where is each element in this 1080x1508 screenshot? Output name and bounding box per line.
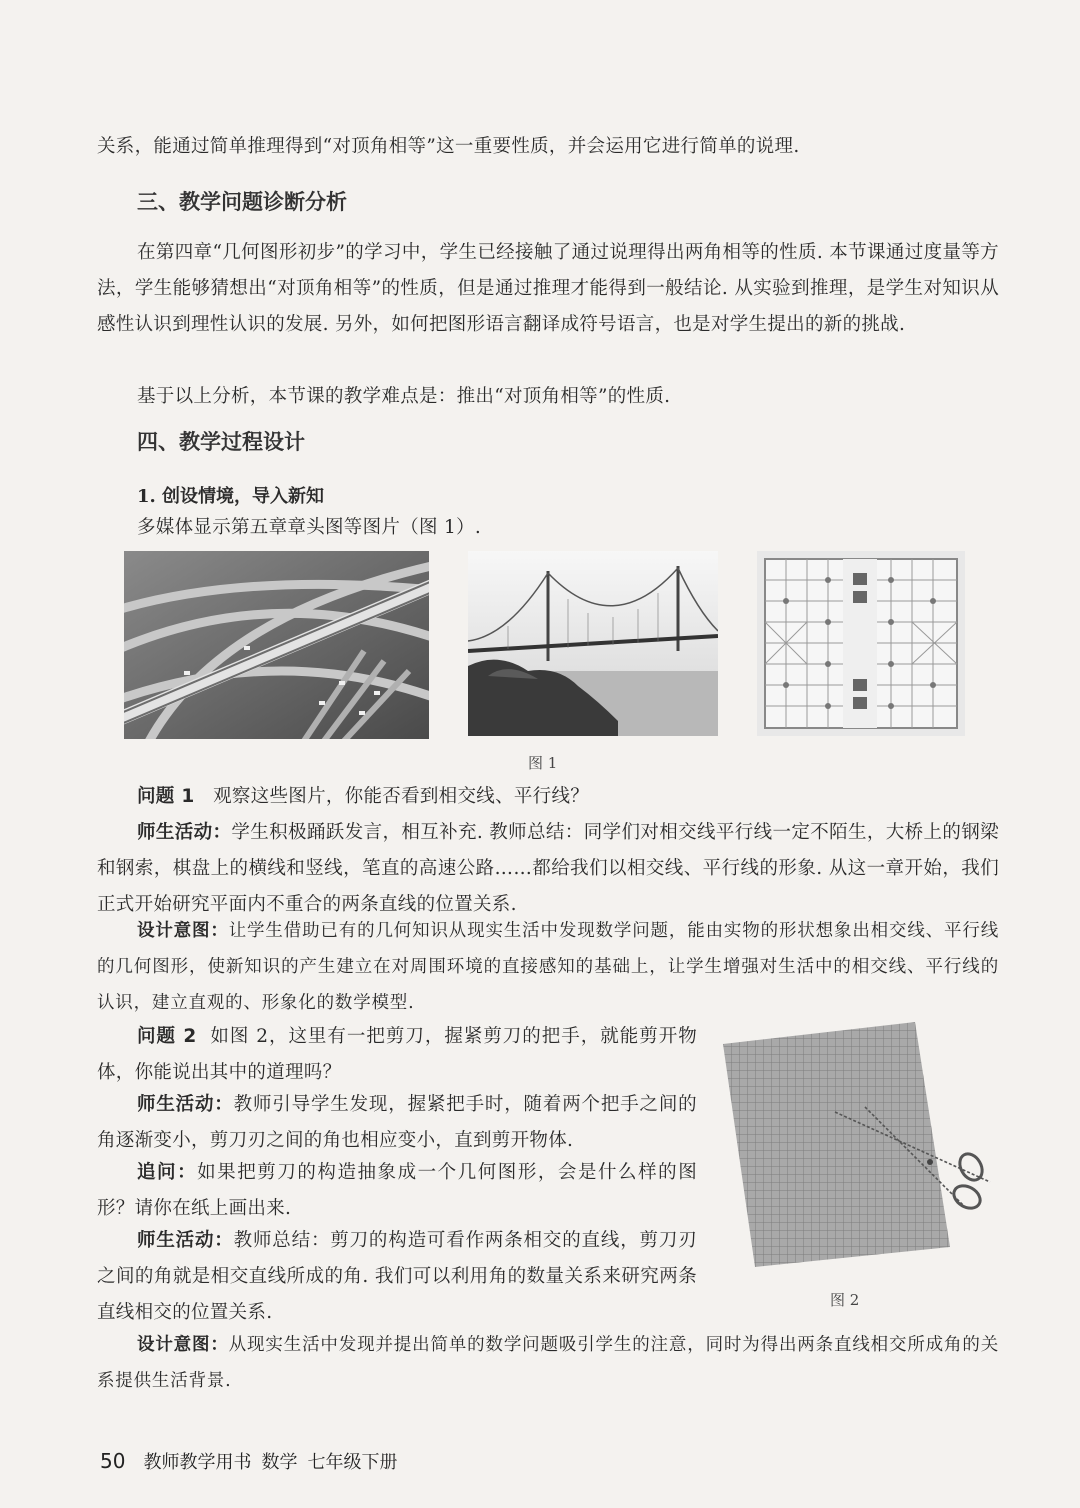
follow-up-text: 如果把剪刀的构造抽象成一个几何图形，会是什么样的图形？请你在纸上画出来.: [97, 1162, 697, 1219]
activity-1-text: 学生积极踊跃发言，相互补充. 教师总结：同学们对相交线平行线一定不陌生，大桥上的钢梁和钢索，棋盘上的横线和竖线，笔直的高速公路……都给我们以相交线、平行线的形象. 从这一章开始，我们正式开始研究平面内不重合的两条直线的位置关系.: [97, 822, 999, 915]
page-footer: [100, 1448, 397, 1474]
design-intent-2-text: 从现实生活中发现并提出简单的数学问题吸引学生的注意，同时为得出两条直线相交所成角的关系提供生活背景.: [97, 1335, 1000, 1391]
design-intent-1: [97, 913, 999, 1021]
question-1: [97, 779, 999, 815]
highway-interchange-photo: [124, 551, 429, 739]
page-number: 50: [100, 1449, 126, 1473]
follow-up-question: [97, 1155, 697, 1227]
figure-1-caption: 图 1: [528, 754, 558, 772]
activity-3: [97, 1223, 697, 1331]
section-heading-process: 四、教学过程设计: [137, 430, 305, 454]
figure-2-caption: 图 2: [830, 1291, 860, 1309]
paragraph-continuation: 关系，能通过简单推理得到“对顶角相等”这一重要性质，并会运用它进行简单的说理.: [97, 136, 800, 157]
activity-3-text: 教师总结：剪刀的构造可看作两条相交的直线，剪刀刃之间的角就是相交直线所成的角. 我们可以利用角的数量关系来研究两条直线相交的位置关系.: [97, 1230, 697, 1323]
question-2-label: 问题 2: [137, 1026, 197, 1047]
grade: 七年级下册: [307, 1452, 398, 1473]
question-1-text: 观察这些图片，你能否看到相交线、平行线？: [213, 786, 590, 807]
follow-up-label: 追问：: [137, 1162, 198, 1183]
question-2: [97, 1019, 697, 1091]
paragraph-media: 多媒体显示第五章章头图等图片（图 1）.: [137, 517, 482, 538]
subject: 数学: [261, 1452, 298, 1473]
design-intent-2-label: 设计意图：: [137, 1335, 229, 1355]
chinese-chess-board-image: [757, 551, 965, 736]
question-1-label: 问题 1: [137, 786, 195, 807]
section-heading-diagnosis: 三、教学问题诊断分析: [137, 190, 347, 214]
book-title: 教师教学用书: [143, 1452, 252, 1473]
design-intent-1-text: 让学生借助已有的几何知识从现实生活中发现数学问题，能由实物的形状想象出相交线、平行线的几何图形，使新知识的产生建立在对周围环境的直接感知的基础上，让学生增强对生活中的相交线、平行线的认识，建立直观的、形象化的数学模型.: [97, 921, 1000, 1013]
activity-1-label: 师生活动：: [137, 822, 232, 843]
sub-heading-situation: 1. 创设情境，导入新知: [137, 486, 325, 507]
paragraph-difficulty: 基于以上分析，本节课的教学难点是：推出“对顶角相等”的性质.: [137, 386, 671, 407]
activity-2: [97, 1087, 697, 1159]
activity-1: [97, 815, 999, 923]
activity-3-label: 师生活动：: [137, 1230, 234, 1251]
design-intent-1-label: 设计意图：: [137, 921, 229, 941]
suspension-bridge-photo: [468, 551, 718, 736]
question-2-text: 如图 2，这里有一把剪刀，握紧剪刀的把手，就能剪开物体，你能说出其中的道理吗？: [97, 1026, 698, 1083]
paragraph-diagnosis: 在第四章“几何图形初步”的学习中，学生已经接触了通过说理得出两角相等的性质. 本节课通过度量等方法，学生能够猜想出“对顶角相等”的性质，但是通过推理才能得到一般结论. 从实验到推理，是学生对知识从感性认识到理性认识的发展. 另外，如何把图形语言翻译成符号语言，也是对学生提出的新的挑战.: [97, 242, 999, 335]
activity-2-label: 师生活动：: [137, 1094, 234, 1115]
scissors-grid-paper-image: [715, 1022, 995, 1267]
activity-2-text: 教师引导学生发现，握紧把手时，随着两个把手之间的角逐渐变小，剪刀刃之间的角也相应变小，直到剪开物体.: [97, 1094, 697, 1151]
design-intent-2: [97, 1327, 999, 1399]
